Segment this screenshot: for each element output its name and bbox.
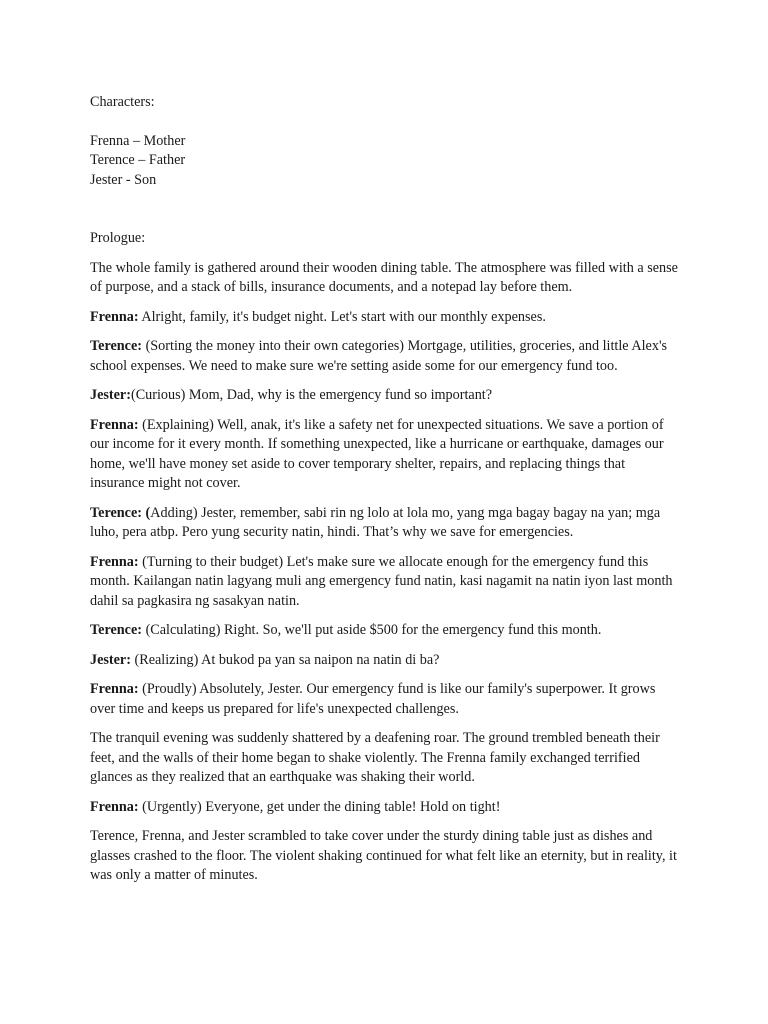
speaker-name: Frenna:: [90, 681, 139, 697]
paragraph-text: The whole family is gathered around their wooden dining table. The atmosphere was filled with a sense of purpose, and a stack of bills, insurance documents, and a notepad lay before them.: [90, 259, 678, 295]
dialogue-text: Alright, family, it's budget night. Let's start with our monthly expenses.: [138, 308, 546, 325]
dialogue-paragraph: [90, 680, 680, 719]
paragraph-text: Terence, Frenna, and Jester scrambled to take cover under the sturdy dining table just as dishes and glasses crashed to the floor. The violent shaking continued for what felt like an eternity, but in reality, it was only a matter of minutes.: [90, 828, 677, 883]
dialogue-paragraph: [90, 386, 680, 406]
narration-paragraph: [90, 827, 680, 886]
speaker-name: Jester:: [90, 387, 131, 403]
dialogue-text: (Explaining) Well, anak, it's like a safety net for unexpected situations. We save a portion of our income for it every month. If something unexpected, like a hurricane or earthquake, damages our home, we'll have money set aside to cover temporary shelter, repairs, and replacing things that insurance might not cover.: [90, 416, 664, 491]
narration-paragraph: [90, 259, 680, 298]
dialogue-paragraph: [90, 621, 680, 641]
dialogue-paragraph: [90, 308, 680, 328]
document-body: [90, 93, 680, 896]
spacer: [90, 190, 680, 229]
speaker-name: Jester:: [90, 651, 131, 668]
dialogue-text: Adding) Jester, remember, sabi rin ng lolo at lola mo, yang mga bagay bagay na yan; mga luho, pera atbp. Pero yung security natin, hindi. That’s why we save for emergencies.: [90, 504, 661, 540]
dialogue-text: (Sorting the money into their own categories) Mortgage, utilities, groceries, and little Alex's school expenses. We need to make sure we're setting aside some for our emergency fund too.: [90, 338, 668, 374]
dialogue-paragraph: [90, 553, 680, 612]
speaker-name: Frenna:: [90, 416, 139, 433]
dialogue-text: (Turning to their budget) Let's make sure we allocate enough for the emergency fund this month. Kailangan natin lagyang muli ang emergency fund natin, kasi nagamit na natin iyon last month dahil sa pagkasira ng sasakyan natin.: [90, 553, 673, 609]
speaker-name: Frenna:: [90, 798, 139, 815]
paragraph-text: The tranquil evening was suddenly shattered by a deafening roar. The ground trembled beneath their feet, and the walls of their home began to shake violently. The Frenna family exchanged terrified glances as they realized that an earthquake was shaking their world.: [90, 730, 660, 785]
dialogue-text: (Proudly) Absolutely, Jester. Our emergency fund is like our family's superpower. It grows over time and keeps us prepared for life's unexpected challenges.: [90, 681, 656, 717]
character-frenna: Frenna – Mother: [90, 132, 186, 149]
dialogue-paragraph: [90, 651, 680, 671]
narration-paragraph: [90, 729, 680, 788]
speaker-name: Terence: (: [90, 504, 151, 521]
speaker-name: Terence:: [90, 622, 143, 638]
dialogue-paragraph: [90, 337, 680, 376]
dialogue-paragraph: [90, 416, 680, 494]
dialogue-text: (Urgently) Everyone, get under the dining table! Hold on tight!: [138, 798, 501, 815]
character-terence: Terence – Father: [90, 152, 186, 168]
dialogue-paragraph: [90, 798, 680, 818]
dialogue-paragraph: [90, 504, 680, 543]
spacer: [90, 113, 680, 132]
speaker-name: Frenna:: [90, 553, 139, 570]
dialogue-text: (Curious) Mom, Dad, why is the emergency fund so important?: [130, 387, 493, 403]
characters-heading: Characters:: [90, 94, 155, 110]
prologue-label: Prologue:: [90, 230, 146, 246]
character-jester: Jester - Son: [90, 171, 157, 188]
dialogue-text: (Realizing) At bukod pa yan sa naipon na natin di ba?: [130, 651, 440, 668]
speaker-name: Frenna:: [90, 308, 139, 325]
speaker-name: Terence:: [90, 338, 143, 354]
dialogue-text: (Calculating) Right. So, we'll put aside $500 for the emergency fund this month.: [142, 622, 602, 638]
